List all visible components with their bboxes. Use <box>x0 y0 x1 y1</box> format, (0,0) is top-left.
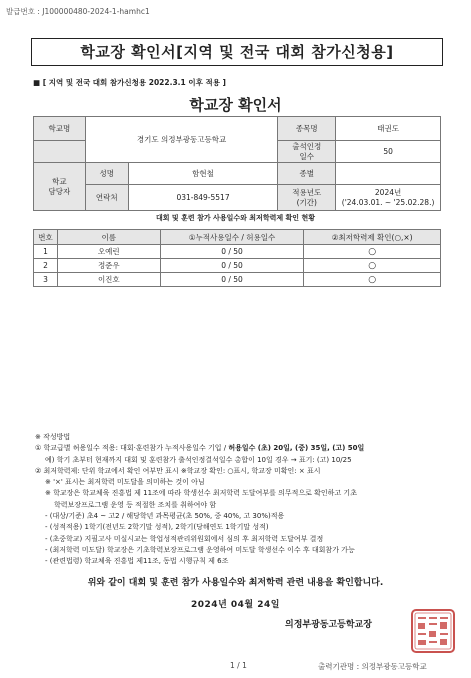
attendance-days-value: 50 <box>336 141 441 163</box>
officer-name-value: 함현철 <box>128 163 278 185</box>
output-organization: 출력기관명 : 의정부광동고등학교 <box>318 662 427 671</box>
principal-signature: 의정부광동고등학교장 <box>285 620 372 630</box>
row-days: 0 / 50 <box>160 245 304 259</box>
header-check: ②최저학력제 확인(○,×) <box>304 230 441 245</box>
row-number: 3 <box>34 273 58 287</box>
row-number: 2 <box>34 259 58 273</box>
header-number: 번호 <box>34 230 58 245</box>
attendance-days-label: 출석인정 일수 <box>278 141 336 163</box>
issue-number: 발급번호 : J100000480-2024-1-hamhc1 <box>6 7 150 16</box>
school-name-label: 학교명 <box>34 117 86 141</box>
table-row <box>34 273 441 287</box>
info-table <box>33 116 441 211</box>
school-name-value: 경기도 의정부광동고등학교 <box>85 117 277 163</box>
officer-phone-label: 연락처 <box>85 185 128 211</box>
instruction-line: ※ '×' 표시는 최저학력 미도달을 의미하는 것이 아님 <box>45 478 205 487</box>
apply-year-value: 2024년 ('24.03.01. ~ '25.02.28.) <box>336 185 441 211</box>
instruction-line: - (최저학력 미도달) 학교장은 기초학력보장프로그램 운영하여 미도달 학생선수 이수 후 대회참가 가능 <box>45 545 355 554</box>
row-number: 1 <box>34 245 58 259</box>
issue-date: 2024년 04월 24일 <box>191 600 280 610</box>
confirmation-statement: 위와 같이 대회 및 훈련 참가 사용일수와 최저학력 관련 내용을 확인합니다. <box>87 578 384 588</box>
officer-name-label: 성명 <box>85 163 128 185</box>
instruction-line: 학력보장프로그램 운영 등 적절한 조치를 취하여야 함 <box>54 500 217 509</box>
row-name: 이진호 <box>57 273 160 287</box>
row-days: 0 / 50 <box>160 273 304 287</box>
row-name: 오예린 <box>57 245 160 259</box>
apply-year-label: 적용년도 (기간) <box>278 185 336 211</box>
school-seal-icon <box>410 608 456 654</box>
instructions-title: ※ 작성방법 <box>35 433 71 441</box>
instruction-line: - (초중학교) 지필고사 미실시교는 학업성적관리위원회에서 심의 후 최저학력 도달여부 결정 <box>45 534 324 543</box>
table-row <box>34 259 441 273</box>
row-days: 0 / 50 <box>160 259 304 273</box>
instruction-line: - (대상/기준) 초4 ~ 고2 / 해당학년 과목평균(초 50%, 중 40%, 고 30%)적용 <box>45 512 285 521</box>
instruction-line: ① 학교급별 허용일수 적용: 대회·훈련참가 누적사용일수 기입 / 허용일수 (초) 20일, (중) 35일, (고) 50일 <box>35 444 365 453</box>
document-subtitle: 학교장 확인서 <box>189 96 282 114</box>
instruction-line: 예) 학기 초부터 현재까지 대회 및 훈련참가 출석인정결석일수 총합이 10일 경우 → 표기: (고) 10/25 <box>45 455 352 464</box>
event-value <box>336 163 441 185</box>
sport-label: 종목명 <box>278 117 336 141</box>
instruction-line: - (성적적용) 1학기(전년도 2학기말 성적), 2학기(당해연도 1학기말 성적) <box>45 523 269 532</box>
instruction-line: ② 최저학력제: 단위 학교에서 확인 여부만 표시 ※학교장 확인: ○표시, 학교장 미확인: × 표시 <box>35 466 321 475</box>
officer-phone-value: 031-849-5517 <box>128 185 278 211</box>
instruction-line: - (관련법령) 학교체육 진흥법 제11조, 동법 시행규칙 제 6조 <box>45 557 229 566</box>
row-check: ○ <box>304 245 441 259</box>
row-name: 정준우 <box>57 259 160 273</box>
row-check: ○ <box>304 273 441 287</box>
event-label: 종별 <box>278 163 336 185</box>
row-check: ○ <box>304 259 441 273</box>
status-table <box>33 229 441 287</box>
header-name: 이름 <box>57 230 160 245</box>
table-row <box>34 245 441 259</box>
school-name-label-cont <box>34 141 86 163</box>
applicability-note: ■ [ 지역 및 전국 대회 참가신청용 2022.3.1 이후 적용 ] <box>33 78 226 87</box>
officer-label: 학교 담당자 <box>34 163 86 211</box>
header-days: ①누적사용일수 / 허용일수 <box>160 230 304 245</box>
instructions <box>35 432 455 568</box>
page-number: 1 / 1 <box>230 661 247 670</box>
instruction-line: ※ 학교장은 학교체육 진흥법 제 11조에 따라 학생선수 최저학력 도달여부를 의무적으로 확인하고 기초 <box>45 489 357 498</box>
document-title: 학교장 확인서[지역 및 전국 대회 참가신청용] <box>31 38 443 66</box>
section-title: 대회 및 훈련 참가 사용일수와 최저학력제 확인 현황 <box>155 214 316 222</box>
sport-value: 태권도 <box>336 117 441 141</box>
